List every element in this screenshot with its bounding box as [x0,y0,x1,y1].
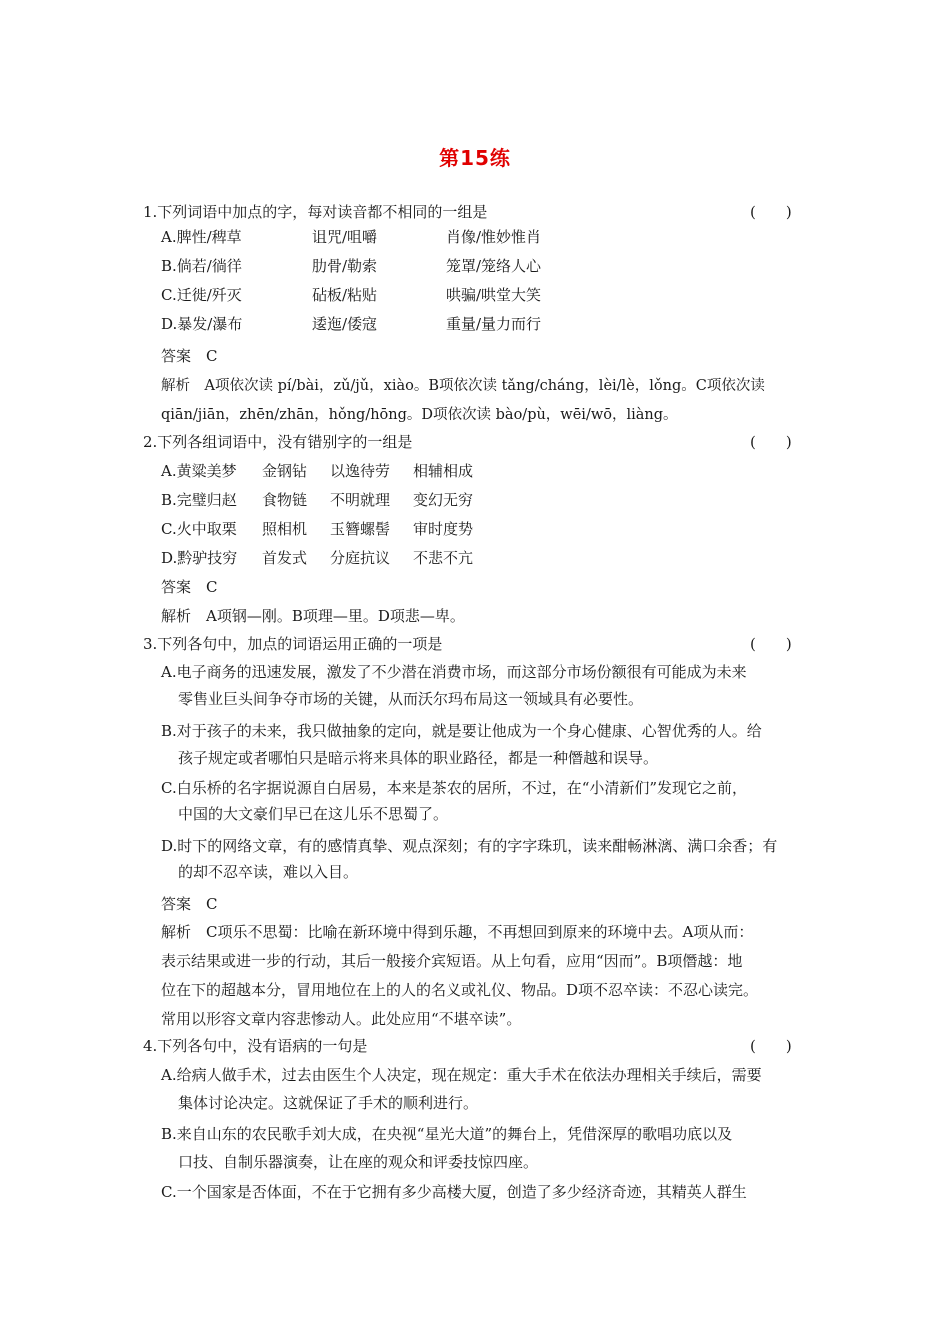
q1-option-a-col1: A.脾性/稗草 [161,228,242,246]
q4-option-c-line-1: C.一个国家是否体面，不在于它拥有多少高楼大厦，创造了多少经济奇迹，其精英人群生 [161,1183,747,1201]
q2-option-a-col2: 金钢钻 [262,462,308,480]
question-2-stem: 2.下列各组词语中，没有错别字的一组是 [143,433,413,451]
q1-option-d-col2: 逶迤/倭寇 [312,315,378,333]
question-4-stem: 4.下列各句中，没有语病的一句是 [143,1037,368,1055]
q2-option-c-col3: 玉簪螺髻 [330,520,391,538]
q1-option-c-col1: C.迁徙/歼灭 [161,286,242,304]
q1-option-b-col3: 笼罩/笼络人心 [446,257,542,275]
q3-analysis-line-2: 表示结果或进一步的行动，其后一般接介宾短语。从上句看，应用“因而”。B项僭越：地 [161,952,743,970]
question-2-answer-blank: ( ) [750,433,792,451]
q2-option-c-col4: 审时度势 [413,520,474,538]
q1-option-d-col1: D.暴发/瀑布 [161,315,243,333]
q3-option-d-line-1: D.时下的网络文章，有的感情真挚、观点深刻；有的字字珠玑，读来酣畅淋漓、满口余香；有 [161,837,778,855]
question-1-stem: 1.下列词语中加点的字，每对读音都不相同的一组是 [143,203,488,221]
question-3-answer-blank: ( ) [750,635,792,653]
q3-option-c-line-1: C.白乐桥的名字据说源自白居易，本来是茶农的居所，不过，在“小清新们”发现它之前， [161,779,748,797]
q4-option-a-line-2: 集体讨论决定。这就保证了手术的顺利进行。 [178,1094,479,1112]
q3-option-a-line-2: 零售业巨头间争夺市场的关键，从而沃尔玛布局这一领域具有必要性。 [178,690,644,708]
q2-option-d-col3: 分庭抗议 [330,549,391,567]
q3-analysis-line-1: 解析 C项乐不思蜀：比喻在新环境中得到乐趣，不再想回到原来的环境中去。A项从而： [161,923,754,941]
q3-option-b-line-2: 孩子规定或者哪怕只是暗示将来具体的职业路径，都是一种僭越和误导。 [178,749,659,767]
q2-option-a-col3: 以逸待劳 [330,462,391,480]
question-3-stem: 3.下列各句中，加点的词语运用正确的一项是 [143,635,443,653]
q2-option-d-col1: D.黔驴技穷 [161,549,238,567]
q1-answer: 答案 C [161,347,218,365]
q3-option-c-line-2: 中国的大文豪们早已在这儿乐不思蜀了。 [178,805,449,823]
question-1-answer-blank: ( ) [750,203,792,221]
q2-option-b-col4: 变幻无穷 [413,491,474,509]
q2-option-b-col2: 食物链 [262,491,308,509]
q1-analysis-line-2: qiān/jiān，zhēn/zhān，hǒng/hōng。D项依次读 bào/pù，wēi/wō，liàng。 [161,407,678,423]
question-4-answer-blank: ( ) [750,1037,792,1055]
page-title: 第15练 [439,146,511,170]
q3-option-a-line-1: A.电子商务的迅速发展，激发了不少潜在消费市场，而这部分市场份额很有可能成为未来 [161,663,747,681]
q1-option-b-col2: 肋骨/勒索 [312,257,378,275]
q4-option-a-line-1: A.给病人做手术，过去由医生个人决定，现在规定：重大手术在依法办理相关手续后，需要 [161,1066,762,1084]
q3-analysis-line-4: 常用以形容文章内容悲惨动人。此处应用“不堪卒读”。 [161,1010,522,1028]
q4-option-b-line-1: B.来自山东的农民歌手刘大成，在央视“星光大道”的舞台上，凭借深厚的歌唱功底以及 [161,1125,733,1143]
q1-option-c-col3: 哄骗/哄堂大笑 [446,286,542,304]
q2-option-b-col1: B.完璧归赵 [161,491,237,509]
q2-option-d-col4: 不悲不亢 [413,549,474,567]
q2-analysis: 解析 A项钢—刚。B项理—里。D项悲—卑。 [161,607,465,625]
q2-option-d-col2: 首发式 [262,549,308,567]
q1-option-d-col3: 重量/量力而行 [446,315,542,333]
q3-answer: 答案 C [161,895,218,913]
q3-analysis-line-3: 位在下的超越本分，冒用地位在上的人的名义或礼仪、物品。D项不忍卒读：不忍心读完。 [161,981,759,999]
q2-option-b-col3: 不明就理 [330,491,391,509]
q4-option-b-line-2: 口技、自制乐器演奏，让在座的观众和评委技惊四座。 [178,1153,539,1171]
q1-option-a-col3: 肖像/惟妙惟肖 [446,228,542,246]
q1-option-c-col2: 砧板/粘贴 [312,286,378,304]
q3-option-d-line-2: 的却不忍卒读，难以入目。 [178,863,359,881]
q2-answer: 答案 C [161,578,218,596]
q3-option-b-line-1: B.对于孩子的未来，我只做抽象的定向，就是要让他成为一个身心健康、心智优秀的人。给 [161,722,762,740]
q2-option-a-col1: A.黄粱美梦 [161,462,237,480]
q1-analysis-line-1: 解析 A项依次读 pí/bài，zǔ/jǔ，xiào。B项依次读 tǎng/cháng，lèi/lè，lǒng。C项依次读 [161,378,765,394]
q2-option-c-col2: 照相机 [262,520,308,538]
q1-option-b-col1: B.倘若/徜徉 [161,257,242,275]
q2-option-a-col4: 相辅相成 [413,462,474,480]
q2-option-c-col1: C.火中取栗 [161,520,237,538]
q1-option-a-col2: 诅咒/咀嚼 [312,228,378,246]
